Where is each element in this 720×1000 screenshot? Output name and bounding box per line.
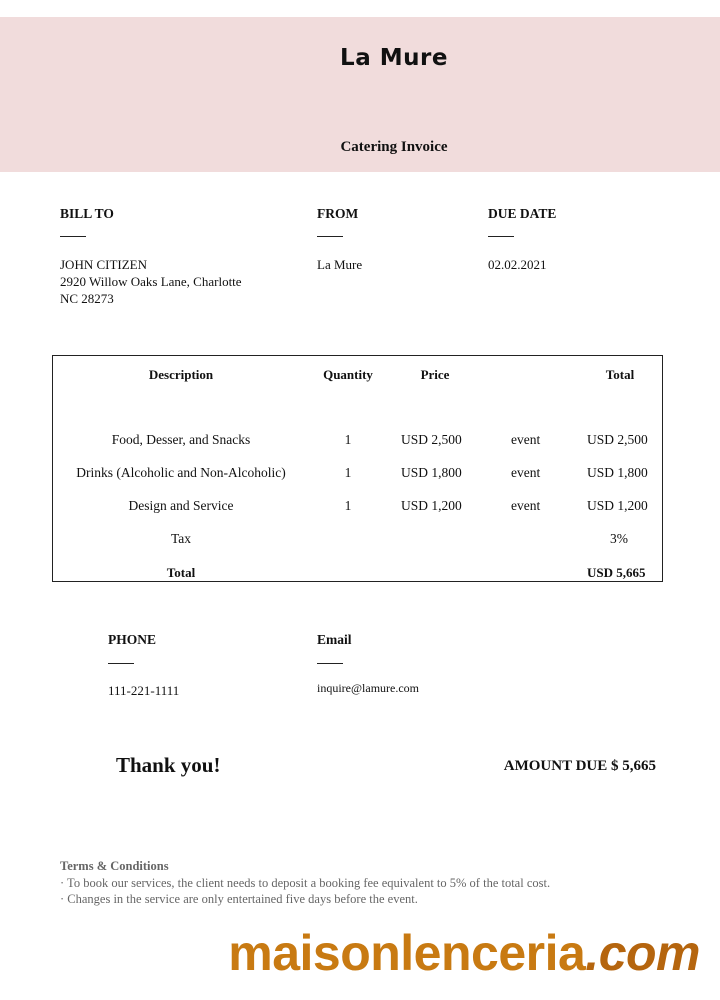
from-value: La Mure	[317, 257, 363, 272]
header-price: Price	[420, 367, 450, 382]
row-3-description: Design and Service	[128, 498, 234, 513]
terms-title: Terms & Conditions	[60, 859, 169, 873]
row-3-price: USD 1,200	[401, 498, 462, 513]
row-1-unit: event	[511, 432, 541, 447]
due-date-value: 02.02.2021	[488, 257, 547, 272]
tax-value: 3%	[610, 531, 628, 546]
invoice-header	[0, 17, 720, 172]
header-description: Description	[148, 367, 214, 382]
email-value: inquire@lamure.com	[317, 681, 420, 695]
row-2-unit: event	[511, 465, 541, 480]
header-total: Total	[605, 367, 635, 382]
row-3-quantity: 1	[344, 498, 352, 513]
row-2-price: USD 1,800	[401, 465, 462, 480]
watermark-tld: .com	[585, 925, 700, 981]
row-1-quantity: 1	[344, 432, 352, 447]
amount-due: AMOUNT DUE $ 5,665	[503, 758, 656, 774]
row-1-total: USD 2,500	[587, 432, 648, 447]
grand-total-value: USD 5,665	[587, 565, 646, 580]
row-2-description: Drinks (Alcoholic and Non-Alcoholic)	[76, 465, 286, 480]
bill-to-name: JOHN CITIZEN	[60, 257, 148, 272]
row-3-total: USD 1,200	[587, 498, 648, 513]
row-1-price: USD 2,500	[401, 432, 462, 447]
row-3-unit: event	[511, 498, 541, 513]
from-label: FROM	[317, 206, 359, 221]
phone-value: 111-221-1111	[108, 683, 180, 698]
company-name: La Mure	[340, 45, 448, 71]
row-2-total: USD 1,800	[587, 465, 648, 480]
bill-to-address-line1: 2920 Willow Oaks Lane, Charlotte	[60, 274, 242, 289]
email-rule	[317, 663, 343, 664]
watermark-name: maisonlenceria	[228, 925, 586, 981]
terms-line-1: · To book our services, the client needs to deposit a booking fee equivalent to 5% of the total cost.	[60, 876, 551, 890]
row-1-description: Food, Desser, and Snacks	[111, 432, 251, 447]
bill-to-label: BILL TO	[60, 206, 114, 221]
header-quantity: Quantity	[323, 367, 373, 382]
phone-rule	[108, 663, 134, 664]
terms-line-2: · Changes in the service are only entertained five days before the event.	[60, 892, 418, 906]
watermark-logo	[228, 924, 700, 982]
tax-label: Tax	[170, 531, 192, 546]
invoice-title: Catering Invoice	[340, 139, 448, 155]
from-rule	[317, 236, 343, 237]
grand-total-label: Total	[166, 565, 196, 580]
bill-to-address-line2: NC 28273	[60, 291, 114, 306]
phone-label: PHONE	[108, 632, 157, 647]
thank-you-text: Thank you!	[116, 753, 221, 777]
email-label: Email	[317, 632, 352, 647]
row-2-quantity: 1	[344, 465, 352, 480]
due-date-rule	[488, 236, 514, 237]
bill-to-rule	[60, 236, 86, 237]
due-date-label: DUE DATE	[488, 206, 557, 221]
